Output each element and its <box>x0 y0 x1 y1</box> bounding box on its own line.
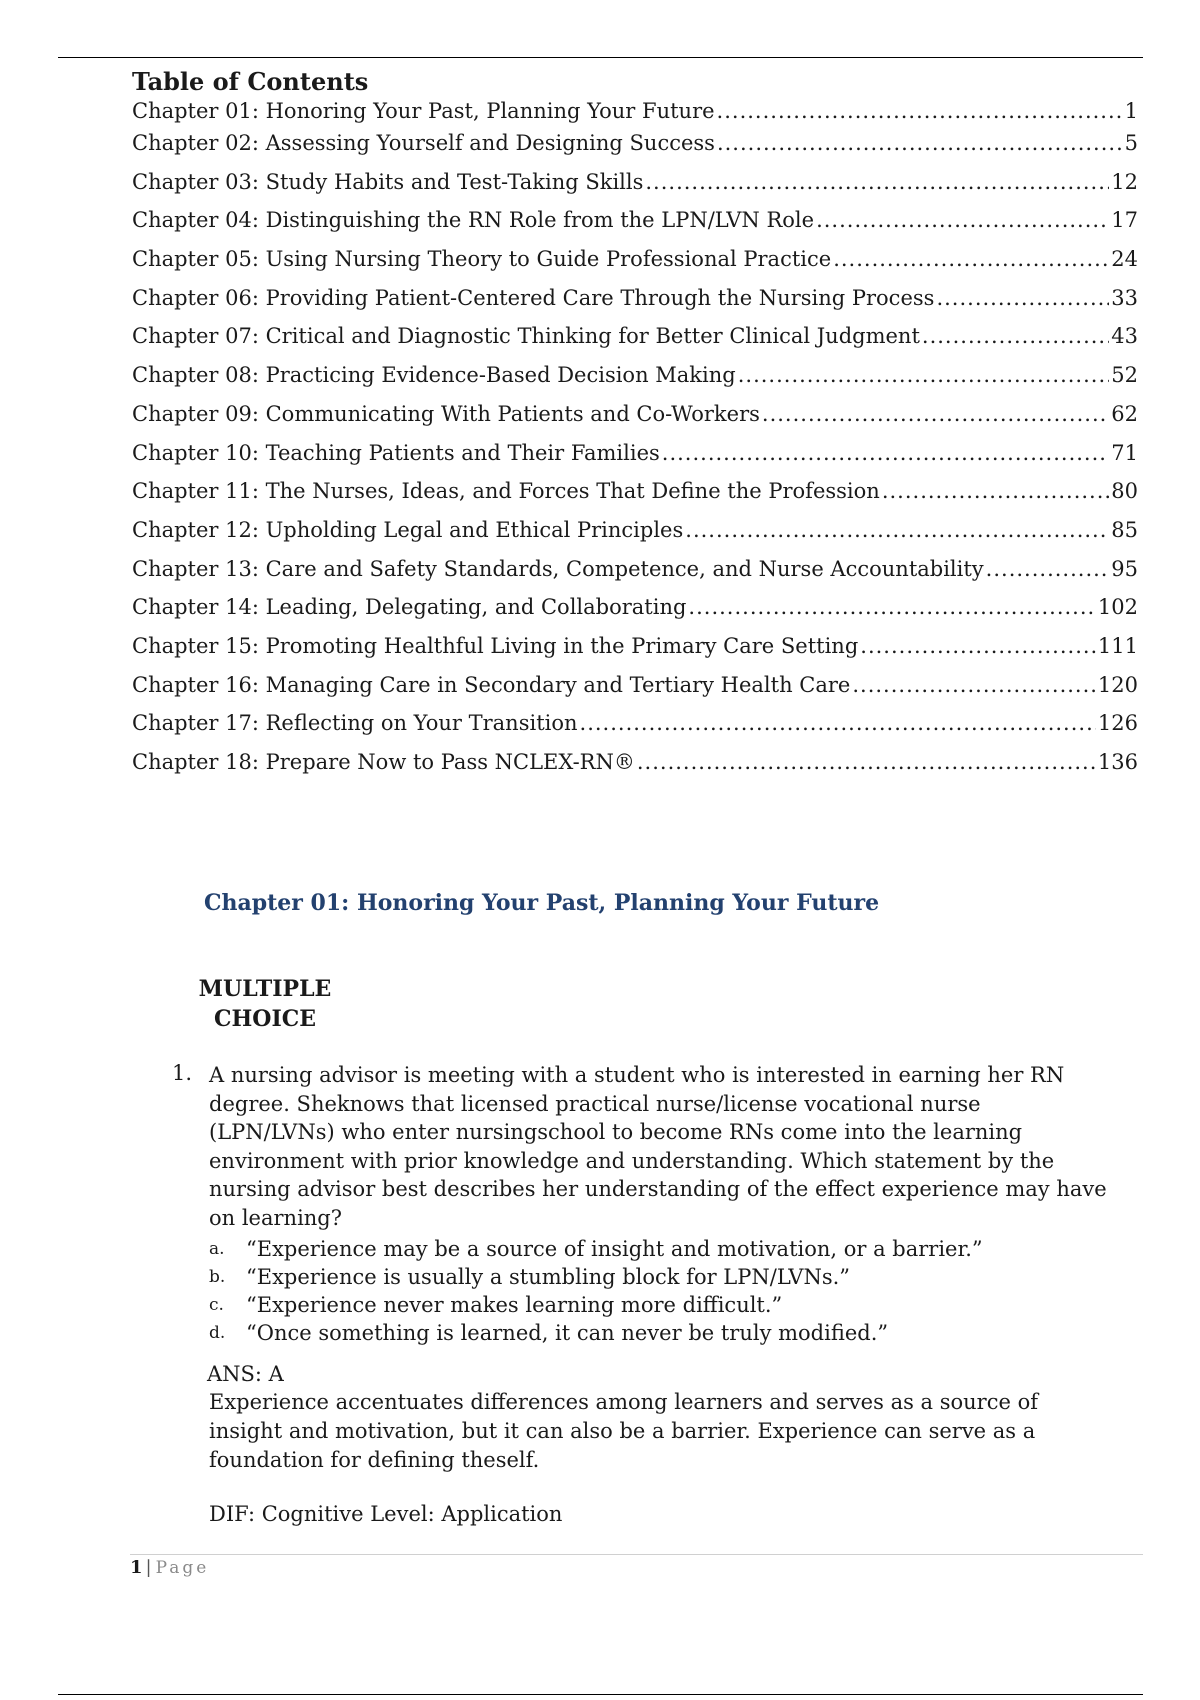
toc-entry[interactable] <box>132 666 1138 705</box>
option-letter: b. <box>209 1267 226 1287</box>
answer-option <box>209 1263 1109 1291</box>
toc-chapter-title: Chapter 09: Communicating With Patients and Co-Workers <box>132 401 760 426</box>
toc-page-number: 43 <box>1111 324 1138 349</box>
rationale: Experience accentuates differences among learners and serves as a source of insight and motivation, but it can also be a barrier. Experience can serve as a foundation for defining theself. <box>209 1390 1038 1472</box>
chapter-heading: Chapter 01: Honoring Your Past, Planning Your Future <box>204 890 880 916</box>
question-number: 1. <box>172 1061 193 1085</box>
toc-entry[interactable] <box>132 163 1138 202</box>
toc-page-number: 71 <box>1111 440 1138 465</box>
toc-entry[interactable] <box>132 627 1138 666</box>
option-text: “Experience never makes learning more difficult.” <box>246 1293 783 1317</box>
toc-dot-leader <box>580 704 1096 743</box>
toc-entry[interactable] <box>132 472 1138 511</box>
toc-entry[interactable] <box>132 743 1138 782</box>
toc-chapter-title: Chapter 07: Critical and Diagnostic Thinking for Better Clinical Judgment <box>132 324 920 349</box>
section-heading-line2: CHOICE <box>213 1006 317 1032</box>
option-letter: a. <box>209 1239 225 1259</box>
toc-entry[interactable] <box>132 317 1138 356</box>
toc-page-number: 52 <box>1111 363 1138 388</box>
toc-dot-leader <box>645 163 1109 202</box>
toc-entry[interactable] <box>132 511 1138 550</box>
toc-dot-leader <box>685 511 1109 550</box>
toc-entry[interactable] <box>132 356 1138 395</box>
footer-page-number: 1 <box>130 1557 143 1578</box>
toc-chapter-title: Chapter 10: Teaching Patients and Their Families <box>132 440 660 465</box>
option-letter: c. <box>209 1295 224 1315</box>
toc-chapter-title: Chapter 18: Prepare Now to Pass NCLEX-RN® <box>132 750 635 774</box>
toc-page-number: 12 <box>1111 169 1138 194</box>
toc-entry[interactable] <box>132 588 1138 627</box>
toc-dot-leader <box>922 317 1109 356</box>
toc-chapter-title: Chapter 01: Honoring Your Past, Planning Your Future <box>132 99 715 123</box>
toc-dot-leader <box>852 666 1096 705</box>
answer-option <box>209 1319 1109 1347</box>
page-footer <box>130 1557 209 1578</box>
toc-chapter-title: Chapter 11: The Nurses, Ideas, and Forces That Define the Profession <box>132 479 880 504</box>
toc-entry[interactable] <box>132 124 1138 163</box>
footer-page-label: Page <box>155 1557 210 1578</box>
option-text: “Experience is usually a stumbling block for LPN/LVNs.” <box>246 1265 851 1289</box>
answer-option <box>209 1235 1109 1263</box>
toc-chapter-title: Chapter 02: Assessing Yourself and Designing Success <box>132 131 715 155</box>
option-text: “Experience may be a source of insight and motivation, or a barrier.” <box>246 1237 983 1261</box>
toc-dot-leader <box>717 98 1123 124</box>
toc-page-number: 80 <box>1111 479 1138 504</box>
toc-dot-leader <box>936 279 1109 318</box>
toc-dot-leader <box>738 356 1110 395</box>
toc-chapter-title: Chapter 06: Providing Patient-Centered Care Through the Nursing Process <box>132 285 935 310</box>
section-heading-line1: MULTIPLE <box>198 976 332 1002</box>
toc-page-number: 5 <box>1124 131 1138 155</box>
option-letter: d. <box>209 1323 226 1343</box>
toc-dot-leader <box>816 201 1109 240</box>
toc-entry[interactable] <box>132 98 1138 124</box>
toc-chapter-title: Chapter 03: Study Habits and Test-Taking Skills <box>132 169 644 194</box>
toc-dot-leader <box>882 472 1109 511</box>
answer-options <box>209 1235 1109 1347</box>
toc-dot-leader <box>833 240 1109 279</box>
toc-page-number: 126 <box>1097 711 1138 736</box>
section-heading <box>185 974 345 1034</box>
top-rule <box>58 57 1143 58</box>
question-stem: A nursing advisor is meeting with a student who is interested in earning her RN degree. Sheknows that licensed practical nurse/license vocational nurse (LPN/LVNs) who enter nursingschool to become RNs come into the learning environment with prior knowledge and understanding. Which statement by the nursing advisor best describes her understanding of the effect experience may have on learning? <box>209 1063 1107 1230</box>
difficulty-level: DIF: Cognitive Level: Application <box>209 1502 563 1526</box>
toc-chapter-title: Chapter 14: Leading, Delegating, and Collaborating <box>132 595 687 620</box>
toc-chapter-title: Chapter 13: Care and Safety Standards, Competence, and Nurse Accountability <box>132 556 984 581</box>
toc-entry[interactable] <box>132 704 1138 743</box>
answer-option <box>209 1291 1109 1319</box>
option-text: “Once something is learned, it can never be truly modified.” <box>246 1321 889 1345</box>
toc-page-number: 17 <box>1111 208 1138 233</box>
footer-separator: | <box>145 1557 152 1578</box>
toc-entry[interactable] <box>132 201 1138 240</box>
toc-page-number: 120 <box>1097 672 1138 697</box>
toc-title: Table of Contents <box>132 67 369 96</box>
answer-key: ANS: A <box>207 1362 284 1386</box>
toc-dot-leader <box>860 627 1096 666</box>
toc-page-number: 62 <box>1111 401 1138 426</box>
toc-entry[interactable] <box>132 434 1138 473</box>
toc-entry[interactable] <box>132 395 1138 434</box>
toc-page-number: 85 <box>1111 517 1138 542</box>
toc-dot-leader <box>662 434 1109 473</box>
toc-dot-leader <box>637 743 1096 782</box>
toc-entry[interactable] <box>132 550 1138 589</box>
toc-page-number: 1 <box>1124 99 1138 123</box>
toc-chapter-title: Chapter 12: Upholding Legal and Ethical Principles <box>132 517 684 542</box>
toc-page-number: 136 <box>1097 750 1138 774</box>
toc-dot-leader <box>717 124 1123 163</box>
toc-chapter-title: Chapter 05: Using Nursing Theory to Guide Professional Practice <box>132 247 832 272</box>
toc-page-number: 111 <box>1097 633 1138 658</box>
toc-chapter-title: Chapter 17: Reflecting on Your Transition <box>132 711 578 736</box>
table-of-contents <box>132 66 1138 782</box>
toc-dot-leader <box>986 550 1110 589</box>
toc-list <box>132 98 1138 782</box>
toc-entry[interactable] <box>132 240 1138 279</box>
toc-page-number: 102 <box>1097 595 1138 620</box>
toc-page-number: 24 <box>1111 247 1138 272</box>
footer-rule <box>130 1554 1143 1555</box>
toc-page-number: 33 <box>1111 285 1138 310</box>
toc-dot-leader <box>762 395 1109 434</box>
toc-chapter-title: Chapter 15: Promoting Healthful Living in the Primary Care Setting <box>132 633 859 658</box>
toc-chapter-title: Chapter 08: Practicing Evidence-Based Decision Making <box>132 363 736 388</box>
toc-chapter-title: Chapter 16: Managing Care in Secondary and Tertiary Health Care <box>132 672 851 697</box>
toc-dot-leader <box>688 588 1095 627</box>
toc-chapter-title: Chapter 04: Distinguishing the RN Role from the LPN/LVN Role <box>132 208 815 233</box>
bottom-rule <box>58 1694 1143 1695</box>
toc-page-number: 95 <box>1111 556 1138 581</box>
toc-entry[interactable] <box>132 279 1138 318</box>
